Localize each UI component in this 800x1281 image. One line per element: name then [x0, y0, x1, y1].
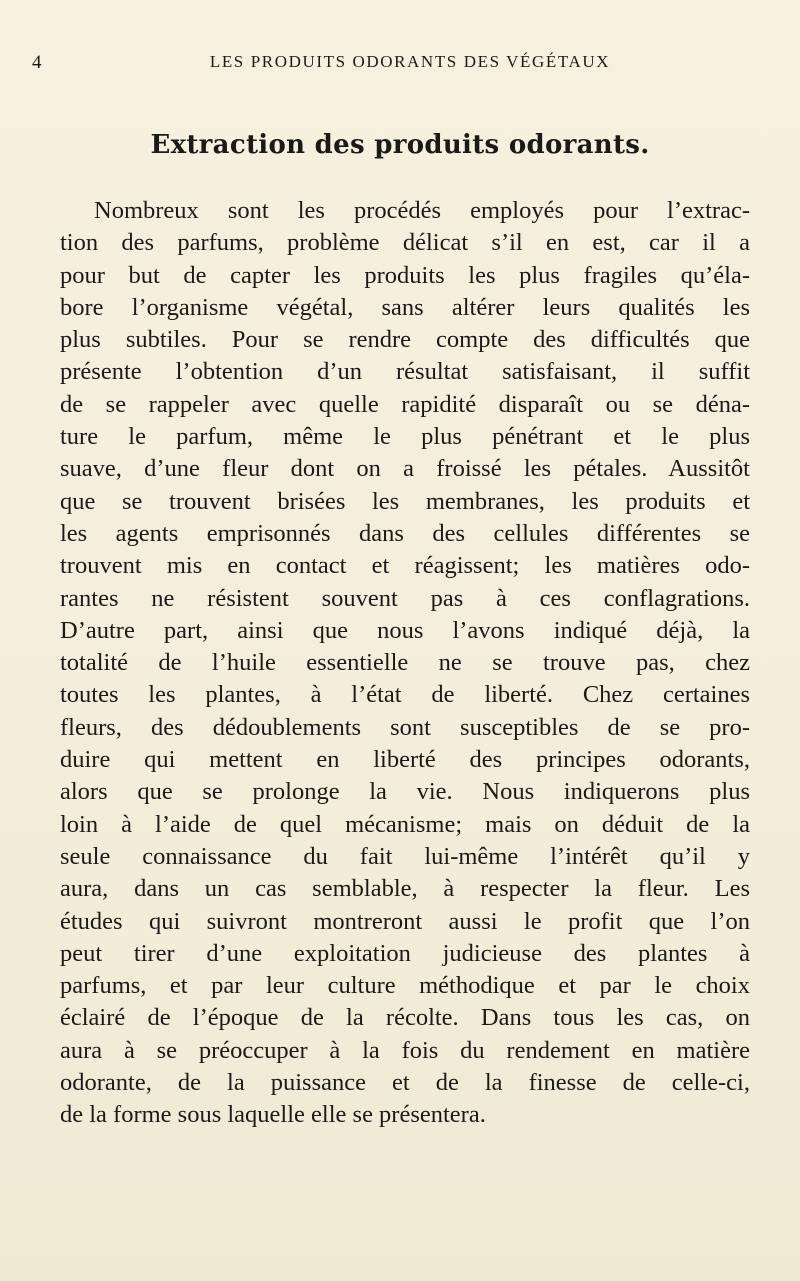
text-line: D’autre part, ainsi que nous l’avons indiqué déjà, la — [60, 616, 750, 644]
text-line: toutes les plantes, à l’état de liberté. Chez certaines — [60, 681, 750, 709]
text-line: fleurs, des dédoublements sont susceptibles de se pro- — [60, 713, 750, 741]
text-line: éclairé de l’époque de la récolte. Dans tous les cas, on — [60, 1004, 750, 1032]
text-line: parfums, et par leur culture méthodique et par le choix — [60, 972, 750, 1000]
body-paragraph — [60, 195, 750, 1132]
text-line: pour but de capter les produits les plus fragiles qu’éla- — [60, 261, 750, 289]
text-line: de la forme sous laquelle elle se présentera. — [60, 1101, 486, 1129]
text-line: ture le parfum, même le plus pénétrant et le plus — [60, 423, 750, 451]
text-line: les agents emprisonnés dans des cellules différentes se — [60, 519, 750, 547]
text-line: odorante, de la puissance et de la finesse de celle-ci, — [60, 1069, 750, 1097]
running-title: LES PRODUITS ODORANTS DES VÉGÉTAUX — [209, 52, 611, 71]
text-line: peut tirer d’une exploitation judicieuse des plantes à — [60, 939, 750, 967]
text-line: seule connaissance du fait lui-même l’intérêt qu’il y — [60, 842, 750, 870]
running-head — [32, 52, 768, 76]
text-line: de se rappeler avec quelle rapidité disparaît ou se déna- — [60, 390, 750, 418]
text-line: présente l’obtention d’un résultat satisfaisant, il suffit — [60, 358, 750, 386]
text-line: suave, d’une fleur dont on a froissé les pétales. Aussitôt — [60, 455, 750, 483]
text-line: trouvent mis en contact et réagissent; les matières odo- — [60, 552, 750, 580]
text-line: totalité de l’huile essentielle ne se trouve pas, chez — [60, 649, 750, 677]
text-line: aura, dans un cas semblable, à respecter la fleur. Les — [60, 875, 750, 903]
text-line: rantes ne résistent souvent pas à ces conflagrations. — [60, 584, 750, 612]
text-line: études qui suivront montreront aussi le profit que l’on — [60, 907, 750, 935]
text-line: tion des parfums, problème délicat s’il en est, car il a — [60, 229, 750, 257]
text-line: alors que se prolonge la vie. Nous indiquerons plus — [60, 778, 750, 806]
text-line: bore l’organisme végétal, sans altérer leurs qualités les — [60, 293, 750, 321]
text-line: plus subtiles. Pour se rendre compte des difficultés que — [60, 326, 750, 354]
text-line: loin à l’aide de quel mécanisme; mais on déduit de la — [60, 810, 750, 838]
text-line: aura à se préoccuper à la fois du rendement en matière — [60, 1036, 750, 1064]
text-line: Nombreux sont les procédés employés pour l’extrac- — [94, 197, 750, 224]
page-number: 4 — [32, 52, 42, 73]
text-line: que se trouvent brisées les membranes, les produits et — [60, 487, 750, 515]
text-line: duire qui mettent en liberté des principes odorants, — [60, 746, 750, 774]
section-title: Extraction des produits odorants. — [150, 130, 650, 160]
